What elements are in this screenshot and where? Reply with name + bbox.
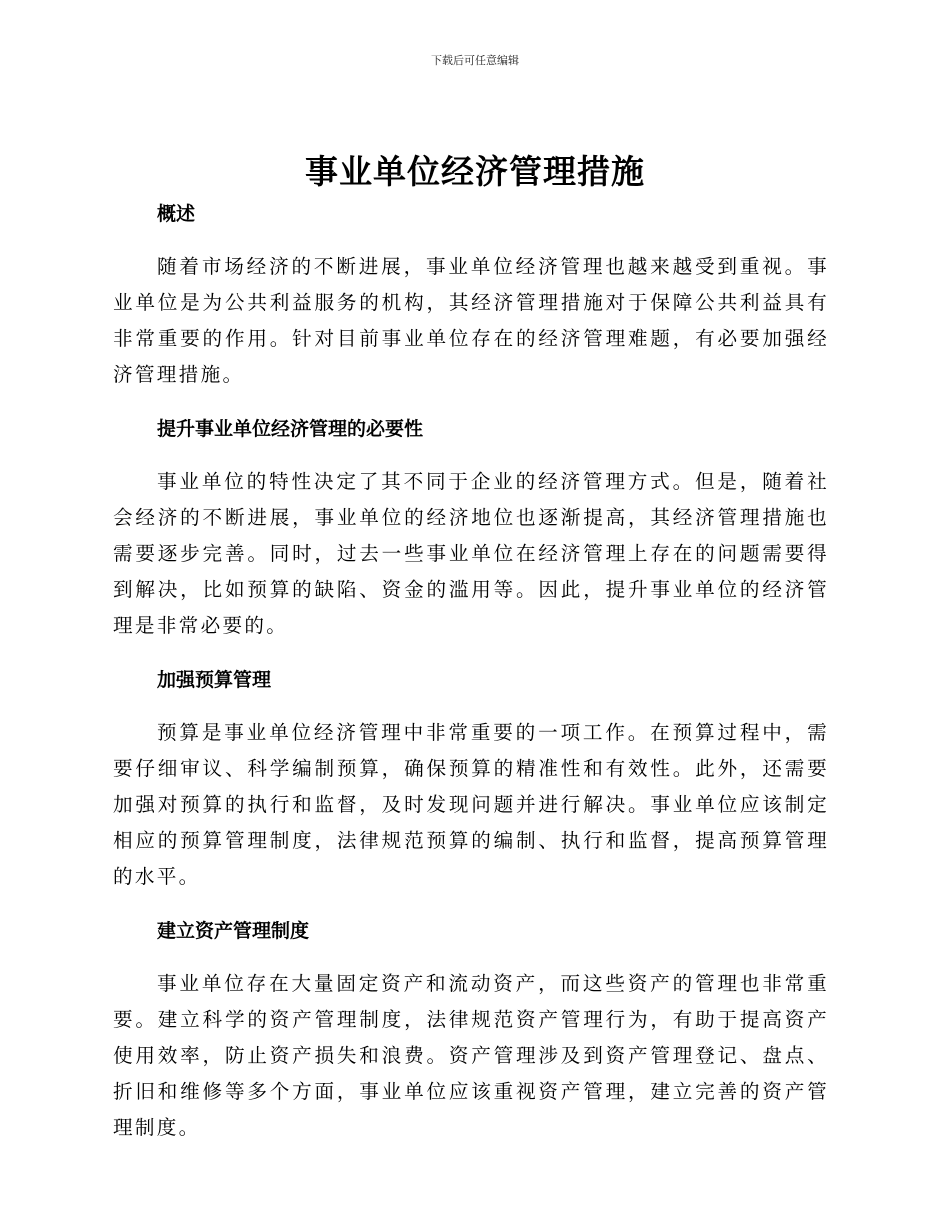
section-paragraph-overview: 随着市场经济的不断进展，事业单位经济管理也越来越受到重视。事业单位是为公共利益服务的机构，其经济管理措施对于保障公共利益具有非常重要的作用。针对目前事业单位存在的经济管理难题，有必要加强经济管理措施。 bbox=[113, 255, 829, 386]
document-title: 事业单位经济管理措施 bbox=[305, 152, 645, 191]
section-paragraph-necessity: 事业单位的特性决定了其不同于企业的经济管理方式。但是，随着社会经济的不断进展，事业单位的经济地位也逐渐提高，其经济管理措施也需要逐步完善。同时，过去一些事业单位在经济管理上存在的问题需要得到解决，比如预算的缺陷、资金的滥用等。因此，提升事业单位的经济管理是非常必要的。 bbox=[113, 470, 829, 637]
section-heading-necessity: 提升事业单位经济管理的必要性 bbox=[157, 418, 424, 440]
document-body bbox=[113, 196, 829, 1146]
section-heading-assets: 建立资产管理制度 bbox=[157, 920, 310, 942]
section-paragraph-assets: 事业单位存在大量固定资产和流动资产，而这些资产的管理也非常重要。建立科学的资产管理制度，法律规范资产管理行为，有助于提高资产使用效率，防止资产损失和浪费。资产管理涉及到资产管理登记、盘点、折旧和维修等多个方面，事业单位应该重视资产管理，建立完善的资产管理制度。 bbox=[113, 972, 829, 1139]
page-header-note: 下载后可任意编辑 bbox=[431, 54, 519, 67]
section-paragraph-budget: 预算是事业单位经济管理中非常重要的一项工作。在预算过程中，需要仔细审议、科学编制预算，确保预算的精准性和有效性。此外，还需要加强对预算的执行和监督，及时发现问题并进行解决。事业单位应该制定相应的预算管理制度，法律规范预算的编制、执行和监督，提高预算管理的水平。 bbox=[113, 721, 829, 888]
section-heading-overview: 概述 bbox=[157, 203, 196, 225]
section-heading-budget: 加强预算管理 bbox=[157, 669, 272, 691]
